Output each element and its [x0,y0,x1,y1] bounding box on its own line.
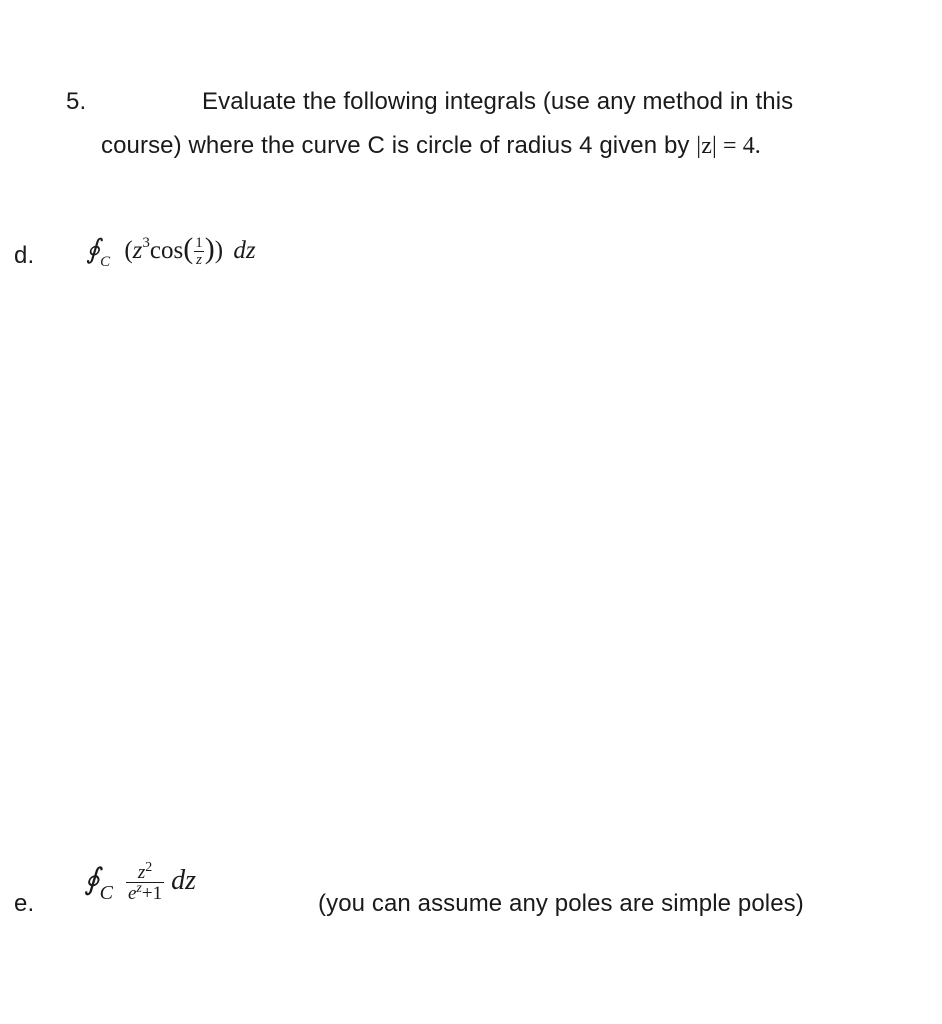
problem-statement-text: course) where the curve C is circle of radius 4 given by [101,132,697,159]
contour-subscript: C [99,882,113,904]
fraction-numerator: 1 [195,235,203,252]
denominator-base: e [127,882,137,904]
open-paren: ( [124,237,133,264]
denominator-exponent: z [136,880,142,896]
contour-subscript: C [100,254,111,270]
denominator-rest: +1 [141,882,163,904]
problem-statement-line2 [101,132,761,160]
modulus-equation: |z| = 4. [696,133,761,159]
inner-close-paren: ) [204,232,215,265]
close-paren: ) [214,237,224,264]
base-variable: z [132,237,143,264]
part-e-label: e. [14,890,35,917]
problem-statement-line1: Evaluate the following integrals (use any method in this [202,88,794,115]
part-e-integral [84,859,196,904]
numerator-exponent: 2 [145,859,153,875]
fraction-denominator [126,882,164,903]
part-d-integral [86,232,256,268]
contour-integral-icon: ∮ [84,862,100,897]
differential: dz [171,865,196,896]
differential: dz [233,237,256,264]
problem-number: 5. [66,88,87,115]
fraction [126,859,164,904]
fraction-denominator: z [196,252,202,269]
fraction-numerator [136,859,154,883]
part-e-note: (you can assume any poles are simple poles) [318,890,804,917]
fraction [193,236,205,268]
cos-function: cos [149,237,184,264]
contour-integral-icon: ∮ [86,234,101,265]
numerator-base: z [137,861,146,883]
inner-open-paren: ( [183,232,194,265]
part-d-label: d. [14,242,35,269]
exponent: 3 [142,235,150,251]
